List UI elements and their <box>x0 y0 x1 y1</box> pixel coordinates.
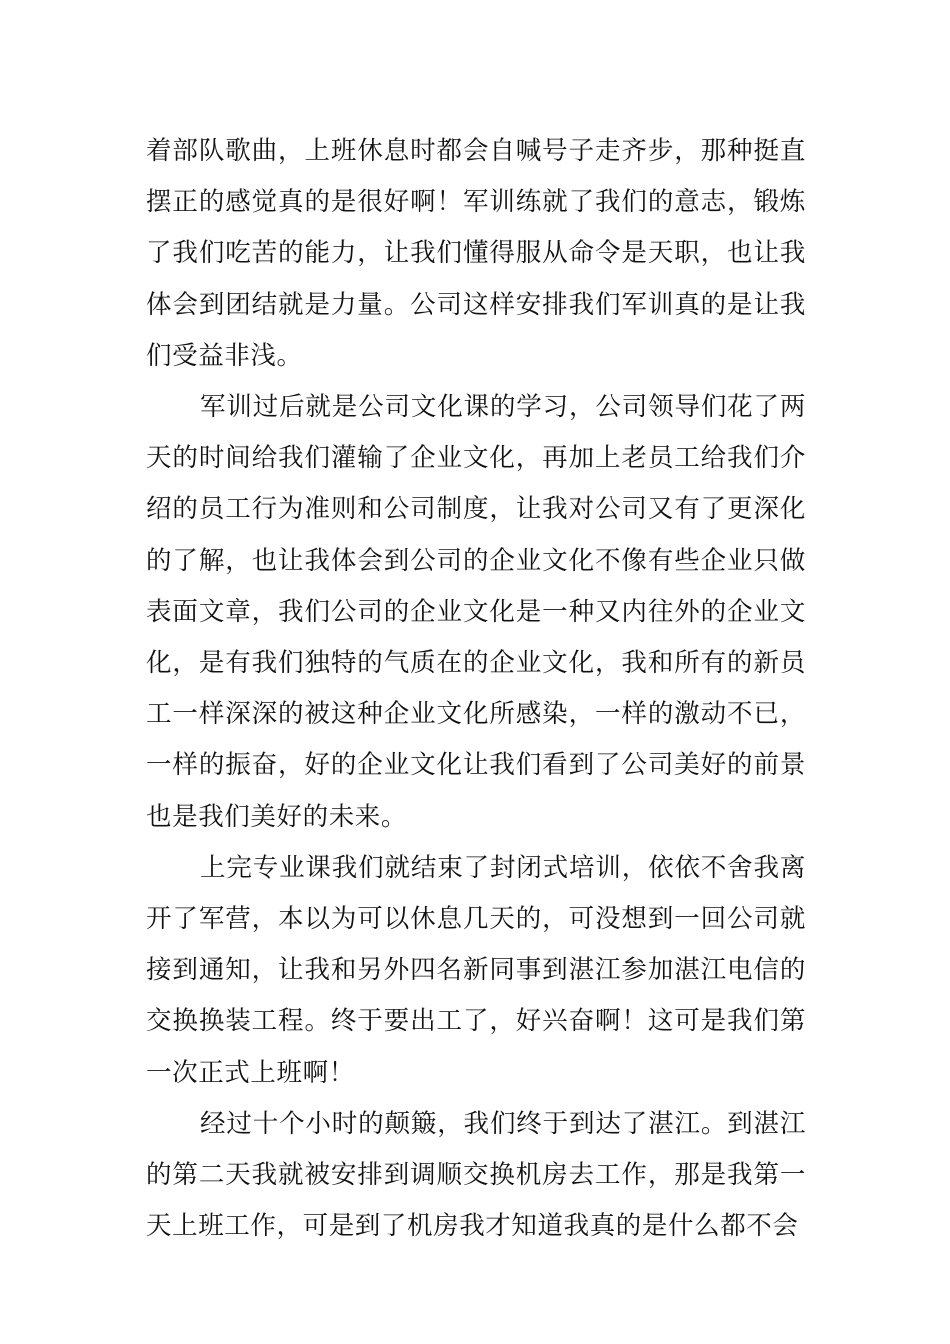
paragraph-culture-course: 军训过后就是公司文化课的学习，公司领导们花了两天的时间给我们灌输了企业文化，再加上老员工给我们介绍的员工行为准则和公司制度，让我对公司又有了更深化的了解，也让我体会到公司的企业文化不像有些企业只做表面文章，我们公司的企业文化是一种又内往外的企业文化，是有我们独特的气质在的企业文化，我和所有的新员工一样深深的被这种企业文化所感染，一样的激动不已，一样的振奋，好的企业文化让我们看到了公司美好的前景也是我们美好的未来。 <box>146 392 806 832</box>
paragraph-training-end: 上完专业课我们就结束了封闭式培训，依依不舍我离开了军营，本以为可以休息几天的，可没想到一回公司就接到通知，让我和另外四名新同事到湛江参加湛江电信的交换换装工程。终于要出工了，好兴奋啊！这可是我们第一次正式上班啊！ <box>146 852 806 1088</box>
document-body <box>146 126 806 1252</box>
paragraph-zhanjiang-arrival: 经过十个小时的颠簸，我们终于到达了湛江。到湛江的第二天我就被安排到调顺交换机房去工作，那是我第一天上班工作，可是到了机房我才知道我真的是什么都不会 <box>146 1108 806 1242</box>
paragraph-continued: 着部队歌曲，上班休息时都会自喊号子走齐步，那种挺直摆正的感觉真的是很好啊！军训练就了我们的意志，锻炼了我们吃苦的能力，让我们懂得服从命令是天职，也让我体会到团结就是力量。公司这样安排我们军训真的是让我们受益非浅。 <box>146 136 806 371</box>
